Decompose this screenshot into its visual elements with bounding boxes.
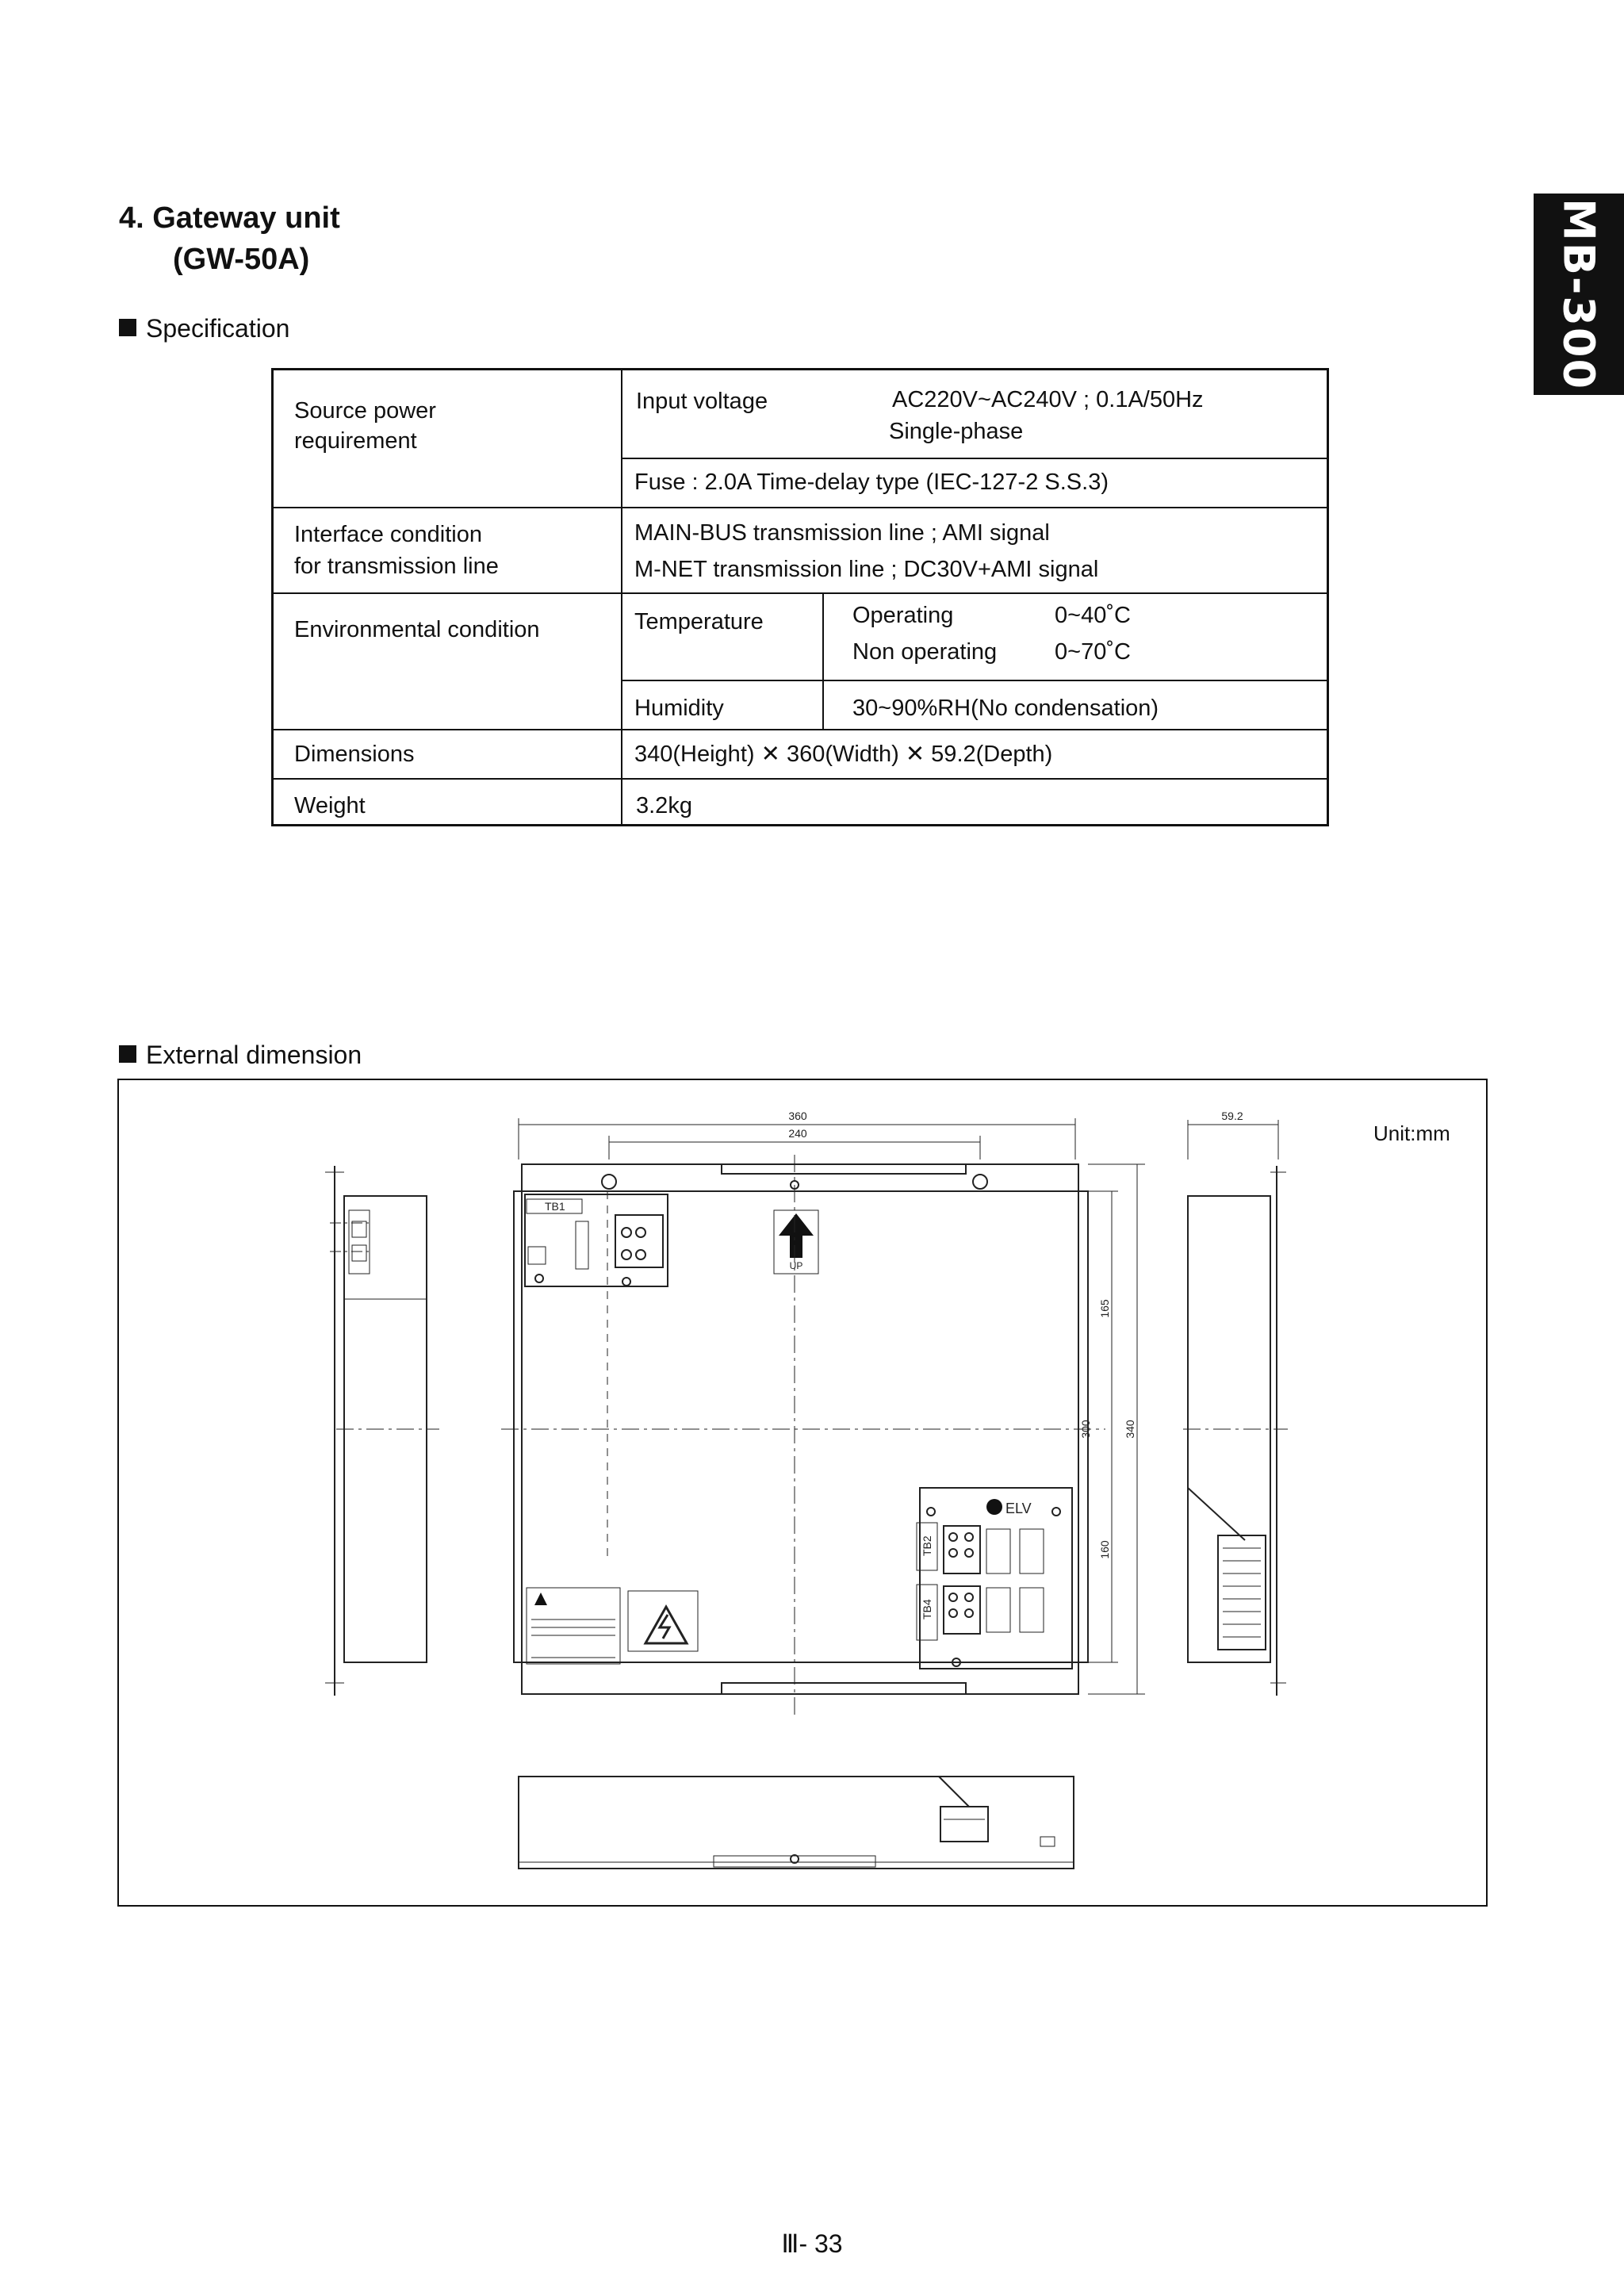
temperature-label: Temperature bbox=[634, 609, 764, 634]
external-dimension-heading-text: External dimension bbox=[146, 1041, 362, 1069]
dimension-height-overall: 340 bbox=[1124, 1420, 1136, 1439]
tb2-label: TB2 bbox=[921, 1535, 933, 1556]
chapter-tab bbox=[1534, 194, 1624, 395]
page-number: Ⅲ- 33 bbox=[781, 2229, 843, 2258]
dimension-depth: 59.2 bbox=[1221, 1110, 1243, 1122]
table-divider bbox=[274, 729, 1329, 730]
spec-label-environment: Environmental condition bbox=[294, 617, 540, 642]
spec-label-weight: Weight bbox=[294, 793, 366, 818]
input-voltage-label: Input voltage bbox=[636, 389, 768, 414]
left-side-view bbox=[325, 1166, 427, 1696]
table-divider bbox=[274, 778, 1329, 780]
tb1-label: TB1 bbox=[545, 1200, 565, 1213]
chapter-tab-label: MB-300 bbox=[1553, 197, 1604, 391]
table-divider bbox=[621, 370, 622, 824]
specification-table bbox=[271, 368, 1329, 826]
table-divider bbox=[622, 680, 1329, 681]
non-operating-value: 0~70˚C bbox=[1055, 639, 1131, 665]
dimension-width-overall: 360 bbox=[788, 1110, 807, 1122]
phase-value: Single-phase bbox=[889, 419, 1024, 444]
tb4-label: TB4 bbox=[921, 1599, 933, 1619]
dimension-height-upper: 165 bbox=[1098, 1299, 1111, 1318]
spec-label-source-power: requirement bbox=[294, 428, 417, 454]
input-voltage-value: AC220V~AC240V ; 0.1A/50Hz bbox=[892, 387, 1204, 412]
right-side-view bbox=[1188, 1110, 1286, 1696]
front-view bbox=[336, 1110, 1288, 1715]
spec-label-interface: Interface condition bbox=[294, 522, 482, 547]
dimension-height-lower: 160 bbox=[1098, 1540, 1111, 1559]
spec-label-source-power: Source power bbox=[294, 398, 436, 424]
operating-value: 0~40˚C bbox=[1055, 603, 1131, 628]
dimension-drawing-svg bbox=[119, 1080, 1489, 1908]
specification-heading-text: Specification bbox=[146, 314, 290, 343]
square-bullet-icon bbox=[119, 319, 136, 336]
external-dimension-drawing bbox=[117, 1079, 1488, 1907]
spec-label-interface: for transmission line bbox=[294, 554, 499, 579]
unit-label: Unit:mm bbox=[1373, 1121, 1450, 1145]
humidity-label: Humidity bbox=[634, 696, 724, 721]
operating-label: Operating bbox=[852, 603, 954, 628]
interface-value: M-NET transmission line ; DC30V+AMI signal bbox=[634, 557, 1099, 582]
dimensions-value: 340(Height) ✕ 360(Width) ✕ 59.2(Depth) bbox=[634, 742, 1053, 767]
table-divider bbox=[622, 458, 1329, 459]
weight-value: 3.2kg bbox=[636, 793, 692, 818]
specification-heading bbox=[119, 314, 289, 343]
up-label: UP bbox=[789, 1260, 803, 1271]
table-divider bbox=[274, 592, 1329, 594]
elv-label: ELV bbox=[1005, 1501, 1032, 1516]
non-operating-label: Non operating bbox=[852, 639, 998, 665]
bottom-view bbox=[519, 1777, 1074, 1869]
table-divider bbox=[822, 592, 824, 729]
dimension-width-inner: 240 bbox=[788, 1127, 807, 1140]
section-title: 4. Gateway unit bbox=[119, 201, 340, 235]
dimension-height-inner: 300 bbox=[1079, 1420, 1092, 1439]
table-divider bbox=[274, 507, 1329, 508]
humidity-value: 30~90%RH(No condensation) bbox=[852, 696, 1159, 721]
fuse-value: Fuse : 2.0A Time-delay type (IEC-127-2 S.S.3) bbox=[634, 470, 1109, 495]
model-number: (GW-50A) bbox=[173, 243, 310, 276]
square-bullet-icon bbox=[119, 1045, 136, 1063]
external-dimension-heading bbox=[119, 1041, 362, 1070]
interface-value: MAIN-BUS transmission line ; AMI signal bbox=[634, 520, 1050, 546]
spec-label-dimensions: Dimensions bbox=[294, 742, 415, 767]
